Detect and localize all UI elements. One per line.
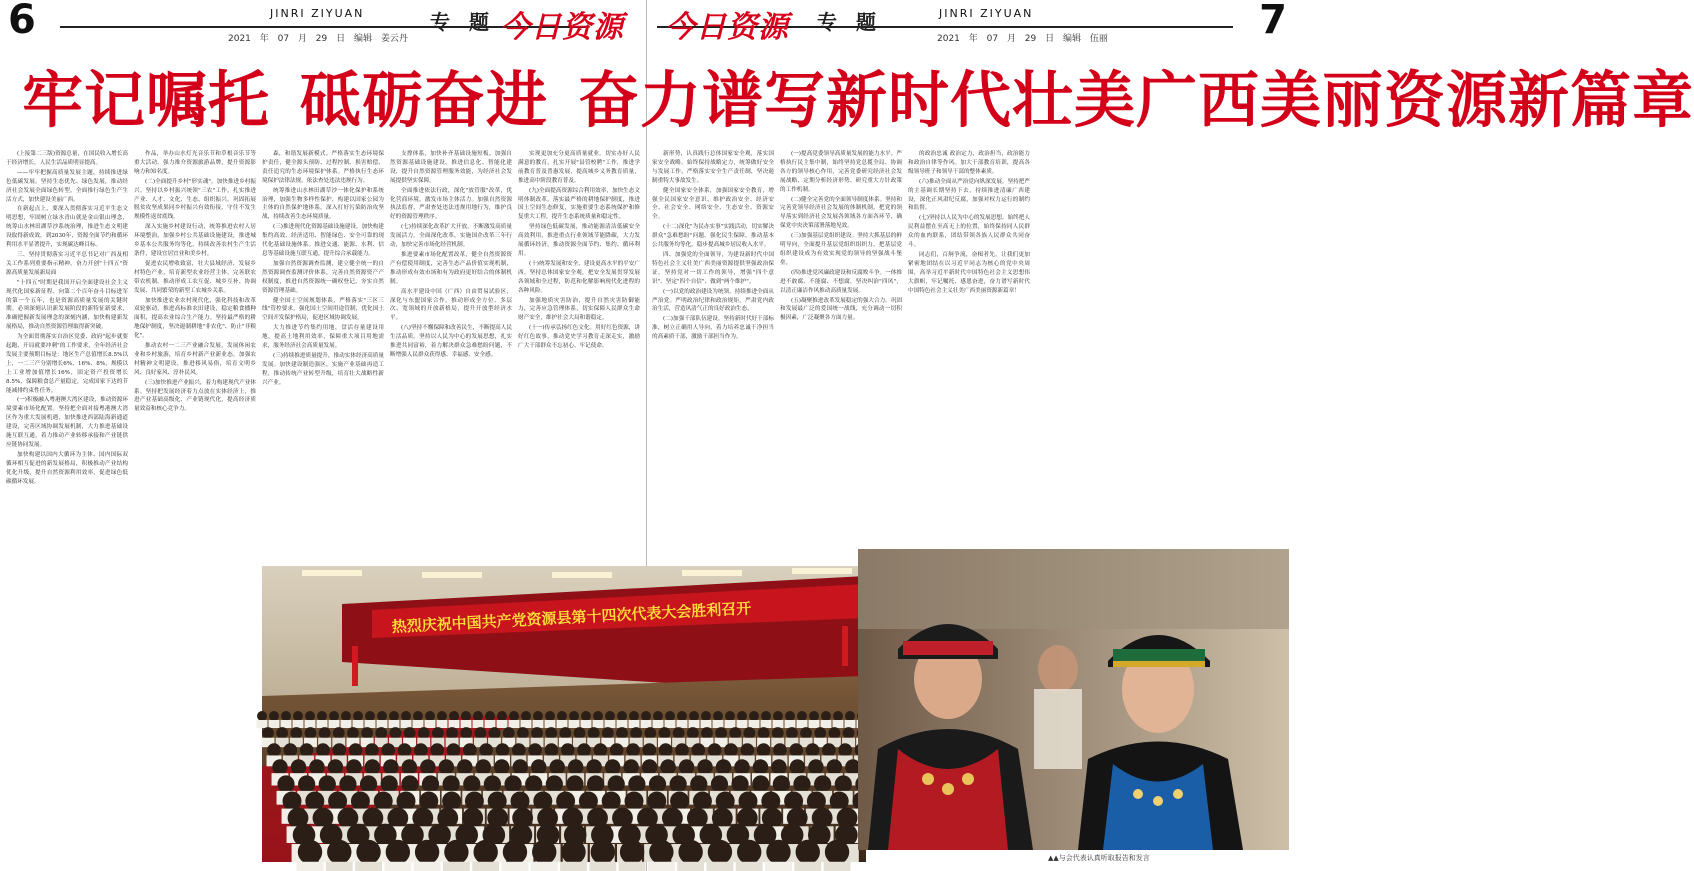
article-column (780, 150, 902, 546)
article-paragraph: 加强地质灾害防治，提升自然灾害防御能力，完善应急管理体系，切实保障人民群众生命财产安全，维护社会大局和谐稳定。 (518, 297, 640, 322)
meeting-photo (262, 566, 866, 862)
masthead-meta (228, 31, 408, 44)
editor-label: 编辑 (1063, 34, 1082, 44)
article-paragraph: ——牢牢把握高质量发展主题，持续推进绿色低碳发展。坚持生态优先、绿色发展，推动经济社会发展全面绿色转型。全面推行绿色生产生活方式，加快建设美丽广西。 (6, 169, 128, 203)
article-paragraph: 四、加强党的全面领导，为建设新时代中国特色社会主义壮美广西美丽资源提供坚强政治保证。坚持党对一切工作的领导，增强"四个意识"、坚定"四个自信"、做到"两个维护"。 (652, 251, 774, 285)
headline-part-1: 牢记嘱托 (22, 65, 271, 136)
article-paragraph: (二)健全完善党的全面领导制度体系。坚持和完善党领导经济社会发展的体制机制，把党的领导落实到经济社会发展各领域各方面各环节，确保党中央决策部署落地见效。 (780, 196, 902, 230)
headline-text (22, 56, 1694, 146)
article-paragraph: (十)统筹发展和安全，建设更高水平的平安广西。坚持总体国家安全观，把安全发展贯穿发展各领域和全过程，防范和化解影响现代化进程的各种风险。 (518, 260, 640, 294)
delegates-photo-illustration (858, 549, 1289, 850)
article-paragraph: (二)加强干部队伍建设。坚持新时代好干部标准，树立正确用人导向，着力培养忠诚干净担当的高素质干部，激励干部担当作为。 (652, 316, 774, 341)
article-paragraph: 加快推进农业农村现代化，强化科技和改革双轮驱动，推进高标准农田建设，稳定粮食播种面积，提高农业综合生产能力。坚持最严格的耕地保护制度，坚决遏制耕地"非农化"、防止"非粮化"。 (134, 297, 256, 340)
delegates-photo (858, 549, 1289, 850)
article-paragraph: 高水平建设中国（广西）自由贸易试验区，深化与东盟国家合作，推动形成全方位、多层次、宽领域的开放新格局，提升开放型经济水平。 (390, 288, 512, 322)
article-paragraph: 深入实施乡村建设行动，统筹推进农村人居环境整治，加强乡村公共基础设施建设，推进城乡基本公共服务均等化。持续改善农村生产生活条件，建设宜居宜业和美乡村。 (134, 224, 256, 257)
section-label: 专 题 (817, 10, 882, 34)
article-paragraph: (一)积极融入粤港澳大湾区建设，推动资源环境要素市场化配置。坚持把全面对接粤港澳大湾区作为重大发展机遇，加快推进西部陆海新通道建设，完善区域协调发展机制，大力推进基础设施互联互通，着力推动产业转移承接和产业链供应链协同发展。 (6, 397, 128, 448)
article-paragraph: 新形势，认真践行总体国家安全观，落实国家安全战略。始终保持战略定力，统筹做好安全与发展工作，严格落实安全生产责任制，坚决遏制重特大事故发生。 (652, 151, 774, 184)
article-paragraph: (三)持续推进质量提升，推动实体经济高质量发展。加快建设制造强区，实施产业基础再造工程，推动传统产业转型升级，培育壮大战略性新兴产业。 (262, 352, 384, 386)
masthead-pinyin: JINRI ZIYUAN (270, 7, 365, 20)
article-paragraph: 推动农村一二三产业融合发展，发展休闲农业和乡村旅游，培育乡村新产业新业态。加强农村精神文明建设，推进移风易俗，培育文明乡风、良好家风、淳朴民风。 (134, 343, 256, 376)
article-paragraph: (四)推进党风廉政建设和反腐败斗争。一体推进不敢腐、不能腐、不想腐，坚决纠治"四风"，以清正廉洁作风推动高质量发展。 (780, 269, 902, 294)
article-paragraph: (七)坚持以人民为中心的发展思想。始终把人民利益摆在至高无上的位置，始终保持同人民群众的血肉联系，团结带领各族人民群众共同奋斗。 (908, 215, 1030, 249)
article-paragraph: (三)加强基层党组织建设。坚持大抓基层的鲜明导向，全面提升基层党组织组织力，把基层党组织建设成为有效实现党的领导的坚强战斗堡垒。 (780, 233, 902, 266)
article-paragraph: (上接第二三版)资源总量，在国民收入增长高于经济增长，人民生活品质明显提高。 (6, 151, 128, 166)
photo-caption: ▲▲与会代表认真听取报告和发言 (1048, 854, 1150, 862)
section-label: 专 题 (430, 10, 495, 34)
article-paragraph: 大力推进节约集约用地，盘活存量建设用地，提高土地利用效率，保障重大项目用地需求，服务经济社会高质量发展。 (262, 325, 384, 350)
article-paragraph: 同志们，百舸争流，奋楫者先。让我们更加紧密地团结在以习近平同志为核心的党中央周围，高举习近平新时代中国特色社会主义思想伟大旗帜，牢记嘱托、感恩奋进，奋力谱写新时代中国特色社会主义壮美广西美丽资源新篇章！ (908, 251, 1030, 294)
editor-label: 编辑 (354, 34, 373, 44)
issue-date: 2021 年 07 月 29 日 (937, 34, 1055, 44)
article-paragraph: 实现更加充分更高质量就业。切实办好人民满意的教育，扎实开展"县管校聘"工作，推进学前教育普及普惠发展，提高城乡义务教育质量，推进高中阶段教育普及。 (518, 151, 640, 184)
article-column (134, 150, 256, 871)
article-paragraph: (三)推进现代化资源基础设施建设。加快构建集约高效、经济适用、智能绿色、安全可靠的现代化基础设施体系。推进交通、能源、水利、信息等基础设施互联互通，提升综合承载能力。 (262, 224, 384, 257)
article-paragraph: 加快构建以国内大循环为主体、国内国际双循环相互促进的新发展格局，积极推动产业结构优化升级，提升自然资源利用效率，促进绿色低碳循环发展。 (6, 451, 128, 485)
article-paragraph: (七)持续深化改革扩大开放，不断激发高质量发展活力。全面深化改革，实施国企改革三年行动，加快完善市场化经营机制。 (390, 224, 512, 249)
article-paragraph: 的政治忠诚 政治定力，政治担当，政治能力和政治自律等作风。加大干部教育培训，提高各级领导班子和领导干部的整体素质。 (908, 151, 1030, 175)
article-paragraph: (一)提高党委领导高质量发展的能力水平。严格执行民主集中制，始终坚持党总揽全局、协调各方的领导核心作用，完善党委研究经济社会发展战略、定期分析经济形势、研究重大方针政策的工作机制。 (780, 151, 902, 193)
article-paragraph: 健全国家安全体系，加强国家安全教育，增强全民国家安全意识，维护政治安全、经济安全、社会安全、网络安全、生态安全、资源安全。 (652, 187, 774, 221)
article-paragraph: 作品，举办山水灯光音乐节和草根音乐节等重大活动。强力推介资源旅游品牌，提升资源影响力和知名度。 (134, 151, 256, 175)
page-number: 6 (8, 0, 36, 43)
article-paragraph: (九)全面提高资源综合利用效率，加快生态文明体制改革。落实最严格的耕地保护制度，推进国土空间生态修复，实施重要生态系统保护和修复重大工程，提升生态系统质量和稳定性。 (518, 187, 640, 221)
article-column (262, 150, 384, 562)
article-paragraph: 三、坚持贯彻落实习近平总书记对广西及相关工作系列重要指示精神，奋力开创"十四五"资源高质量发展新局面 (6, 251, 128, 276)
headline-part-2: 砥砺奋进 (300, 65, 549, 136)
meeting-banner: 热烈庆祝中国共产党资源县第十四次代表大会胜利召开 (391, 599, 752, 636)
article-paragraph: 推进要素市场化配置改革，健全自然资源资产有偿使用制度，完善生态产品价值实现机制，推动形成有效市场和有为政府更好结合的体制机制。 (390, 251, 512, 285)
article-paragraph: (三)加快推进产业振兴，着力构建现代产业体系。坚持把发展经济着力点放在实体经济上，推进产业基础高级化、产业链现代化，提高经济质量效益和核心竞争力。 (134, 379, 256, 413)
article-paragraph: 支撑体系，加快补齐基础设施短板。加强自然资源基础设施建设，推进信息化、智能化建设，提升自然资源管理服务效能，为经济社会发展提供坚实保障。 (390, 151, 512, 184)
editor-name: 姜云丹 (380, 34, 408, 44)
headline (0, 52, 1694, 150)
meeting-photo-illustration (262, 566, 866, 862)
masthead-pinyin: JINRI ZIYUAN (939, 7, 1034, 20)
masthead-right (647, 0, 1293, 46)
article-paragraph: 促进农民增收致富，壮大县域经济，发展乡村特色产业，培育新型农业经营主体，完善联农带农机制。推动形成工农互促、城乡互补、协调发展、共同繁荣的新型工农城乡关系。 (134, 260, 256, 294)
article-column (518, 150, 640, 562)
masthead-left (0, 0, 646, 46)
article-column (390, 150, 512, 562)
article-paragraph: (五)凝聚推进改革发展稳定的强大合力。巩固和发展最广泛的爱国统一战线，充分调动一切积极因素，广泛凝聚各方面力量。 (780, 297, 902, 322)
brand-logo: 今日资源 (500, 10, 624, 45)
article-paragraph: (二)全面提升乡村"形实魂"，加快推进乡村振兴。坚持以乡村振兴统领"三农"工作，扎实推进产业、人才、文化、生态、组织振兴。巩固拓展脱贫攻坚成果同乡村振兴有效衔接，守住不发生规模性返贫底线。 (134, 178, 256, 221)
headline-part-3: 奋力谱写新时代壮美广西美丽资源新篇章 (578, 65, 1694, 136)
article-paragraph: 加强自然资源调查监测，建立健全统一的自然资源调查监测评价体系，完善自然资源资产产权制度，推进自然资源统一确权登记，夯实自然资源管理基础。 (262, 260, 384, 294)
issue-date: 2021 年 07 月 29 日 (228, 34, 346, 44)
article-paragraph: (十二)深化"为民办实事"实践活动，切实解决群众"急难愁盼"问题。强化民生保障，推动基本公共服务均等化，稳步提高城乡居民收入水平。 (652, 224, 774, 249)
article-paragraph: (一)以党的政治建设为统领，持续推进全面从严治党。严明政治纪律和政治规矩，严肃党内政治生活，营造风清气正的良好政治生态。 (652, 288, 774, 313)
article-paragraph: 坚持绿色低碳发展，推动能源清洁低碳安全高效利用，推进重点行业领域节能降碳，大力发展循环经济，推动资源全面节约、集约、循环利用。 (518, 224, 640, 257)
article-column (652, 150, 774, 562)
article-paragraph: 在新起点上，要深入贯彻落实习近平生态文明思想，牢固树立绿水青山就是金山银山理念，统筹山水林田湖草沙系统治理，推进生态文明建设取得新成效。到2030年，资源全面节约和循环利用水平显著提升，实现碳达峰目标。 (6, 206, 128, 249)
page-number: 7 (1259, 0, 1287, 43)
article-paragraph: (八)坚持不懈保障和改善民生，不断提高人民生活品质。坚持以人民为中心的发展思想，扎实推进共同富裕，着力解决群众急难愁盼问题，不断增强人民群众获得感、幸福感、安全感。 (390, 325, 512, 358)
article-paragraph: (十一)传承弘扬红色文化。用好红色资源，讲好红色故事，推动党史学习教育走深走实，激励广大干部群众不忘初心、牢记使命。 (518, 325, 640, 350)
article-paragraph: 森，和谐发展新模式。严格落实生态环境保护责任，健全源头预防、过程控制、损害赔偿、责任追究的生态环境保护体系。严格执行生态环境保护法律法规，依法查处违法违规行为。 (262, 151, 384, 184)
editor-name: 伍丽 (1089, 34, 1108, 44)
article-paragraph: 全面推进依法行政，深化"放管服"改革，优化营商环境，激发市场主体活力。加强自然资源执法监督，严肃查处违法违规用地行为，维护良好的资源管理秩序。 (390, 187, 512, 221)
article-paragraph: 为全面贯彻落实自治区党委、政府"起步就要起跑、开局就要冲刺"的工作要求，全年经济社会发展主要预期目标是：地区生产总值增长8.5%以上，一二三产分别增长6%、16%、8%，规模以上工业增加值增长16%，固定资产投资增长8.5%，保障粮食总产量稳定，完成国家下达的节能减排约束性任务。 (6, 334, 128, 394)
masthead-meta (937, 31, 1108, 44)
article-paragraph: 健全国土空间规划体系，严格落实"三区三线"管控要求，强化国土空间用途管制，优化国土空间开发保护格局，促进区域协调发展。 (262, 297, 384, 322)
brand-logo: 今日资源 (665, 10, 789, 45)
article-column (6, 150, 128, 871)
article-column (908, 150, 1030, 546)
article-paragraph: "十四五"时期是我国开启全面建设社会主义现代化国家新征程、向第二个百年奋斗目标进军的第一个五年，也是资源高质量发展的关键时期。必须深刻认识新发展阶段的新特征新要求，准确把握新发展理念的深刻内涵，加快构建新发展格局，推动自然资源管理取得新突破。 (6, 279, 128, 331)
article-paragraph: 统筹推进山水林田湖草沙一体化保护和系统治理，加强生物多样性保护，构建以国家公园为主体的自然保护地体系。深入打好污染防治攻坚战，持续改善生态环境质量。 (262, 187, 384, 221)
article-paragraph: (六)推动全面从严治党向纵深发展。坚持把严的主基调长期坚持下去，持续推进清廉广西建设，深化正风肃纪反腐，加强对权力运行的制约和监督。 (908, 178, 1030, 212)
